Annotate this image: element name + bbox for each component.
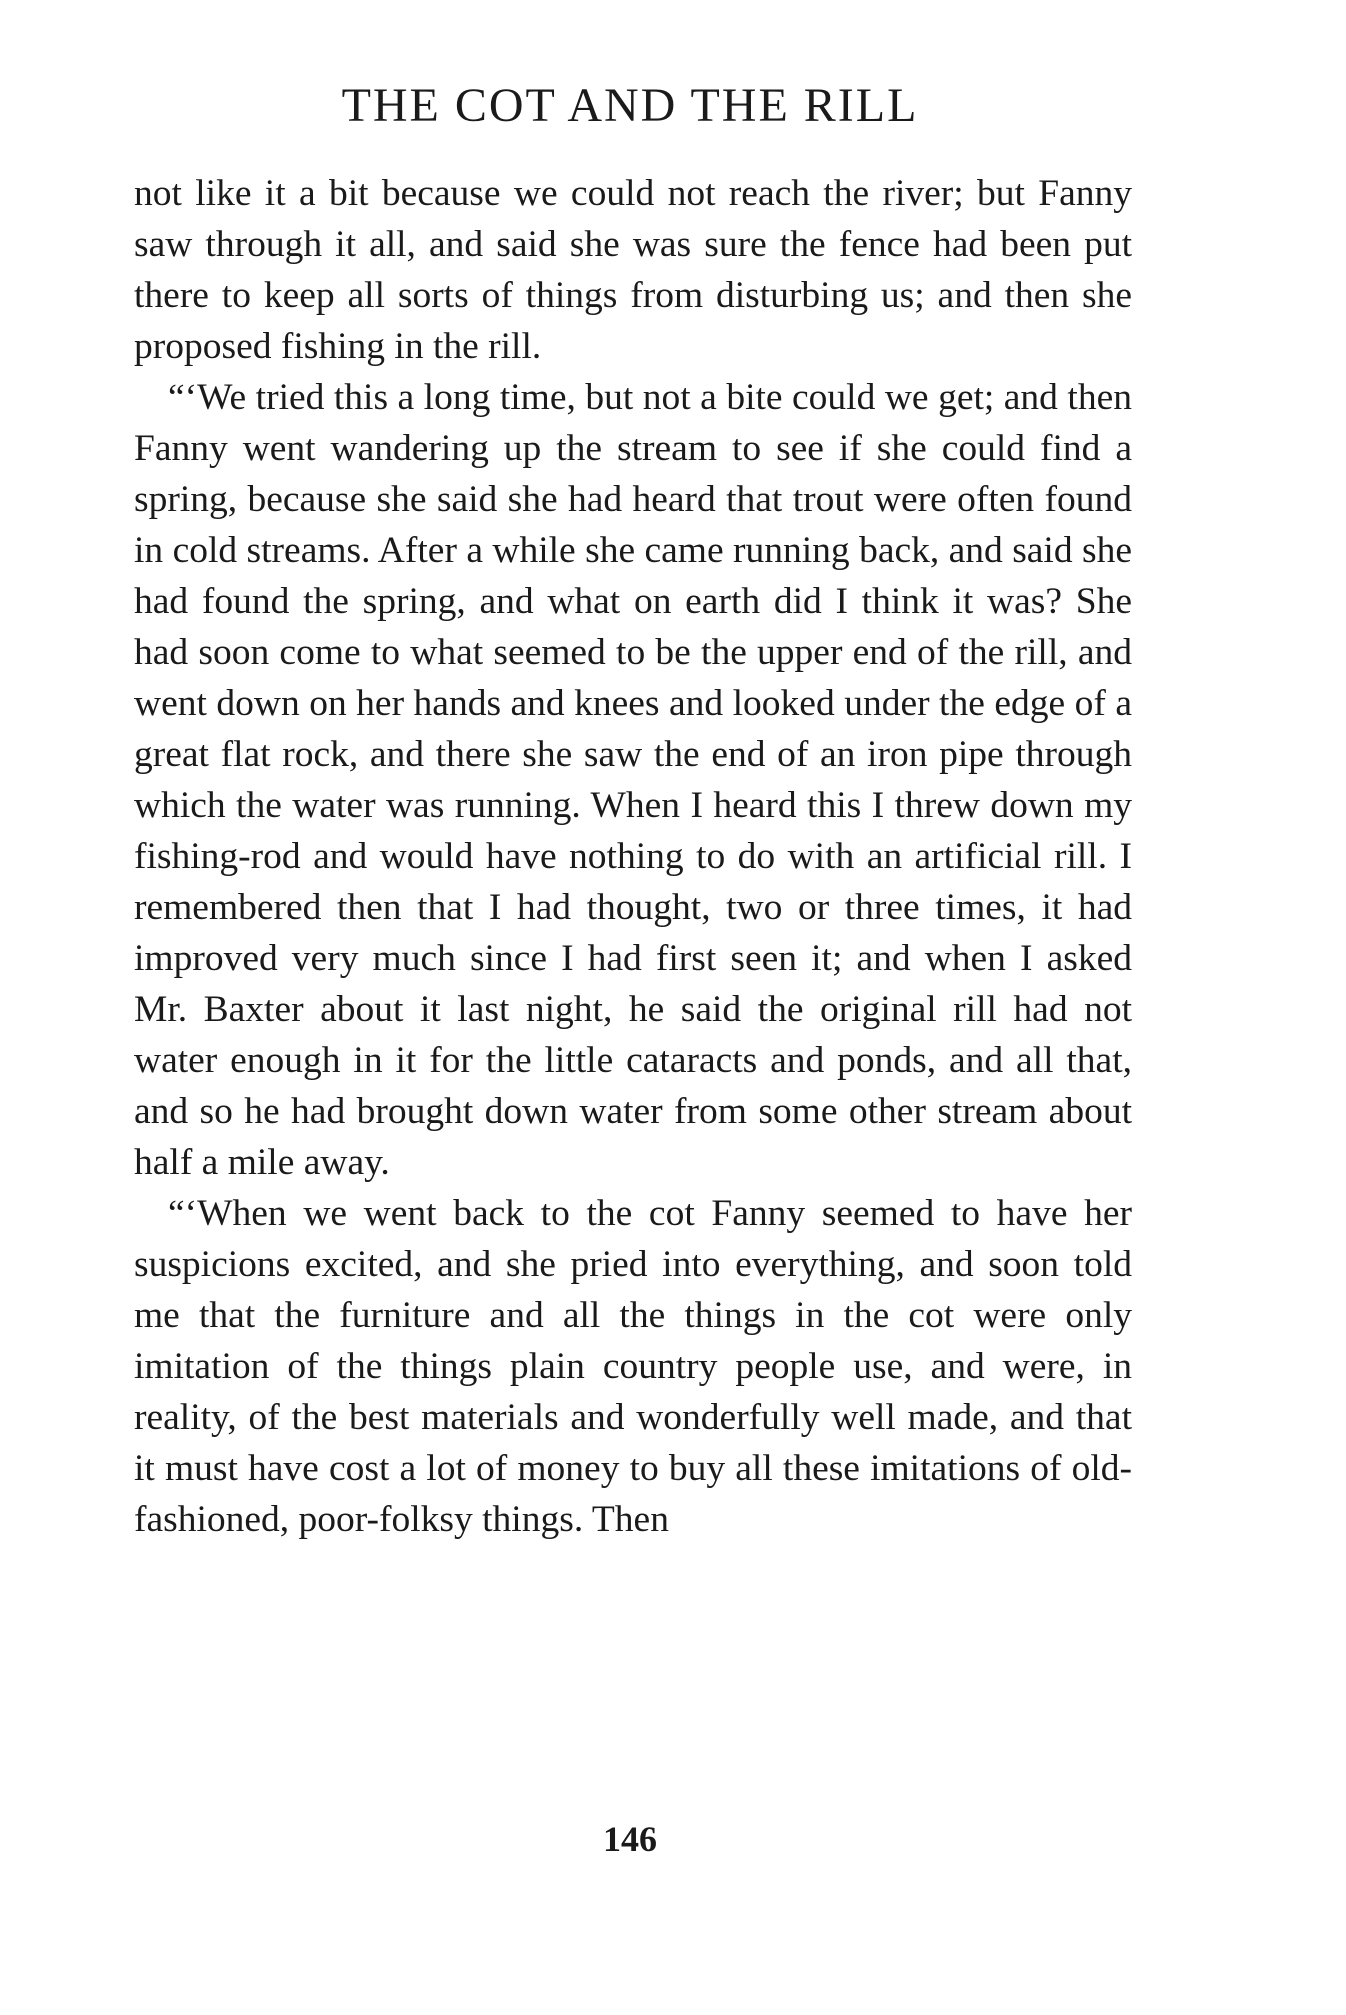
page-number: 146 bbox=[603, 1819, 657, 1859]
paragraph-cot: “‘When we went back to the cot Fanny seemed to have her suspicions excited, and she pried into everything, and soon told me that the furniture and all the things in the cot were only imitation of the things plain country people use, and were, in reality, of the best materials and wonderfully well made, and that it must have cost a lot of money to buy all these imitations of old-fashioned, poor-folksy things. Then bbox=[134, 1193, 1132, 1540]
paragraph-continuation: not like it a bit because we could not reach the river; but Fanny saw through it all, and said she was sure the fence had been put there to keep all sorts of things from disturbing us; and then she proposed fishing in the rill. bbox=[134, 173, 1132, 367]
body-text bbox=[134, 168, 1132, 1545]
running-head: THE COT AND THE RILL bbox=[341, 79, 919, 132]
paragraph-spring: “‘We tried this a long time, but not a bite could we get; and then Fanny went wandering up the stream to see if she could find a spring, because she said she had heard that trout were often found in cold streams. After a while she came running back, and said she had found the spring, and what on earth did I think it was? She had soon come to what seemed to be the upper end of the rill, and went down on her hands and knees and looked under the edge of a great flat rock, and there she saw the end of an iron pipe through which the water was running. When I heard this I threw down my fishing-rod and would have nothing to do with an artificial rill. I remembered then that I had thought, two or three times, it had improved very much since I had first seen it; and when I asked Mr. Baxter about it last night, he said the original rill had not water enough in it for the little cataracts and ponds, and all that, and so he had brought down water from some other stream about half a mile away. bbox=[134, 377, 1132, 1183]
